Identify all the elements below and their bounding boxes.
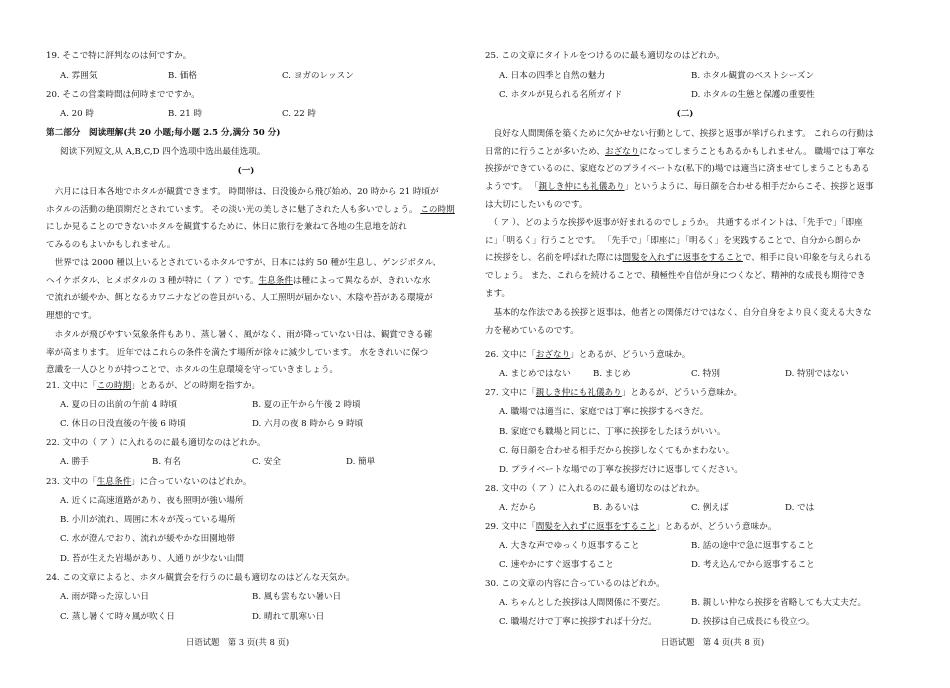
question-23-option-c: C. 水が澄んでおり、流れが緩やかな田園地帯 — [60, 534, 236, 544]
passage-text-line: ようです。 「親しき仲にも礼儀あり」というように、毎日顔を合わせる相手だからこそ、挨拶と返事 — [485, 182, 874, 193]
page-footer-3: 日语试题 第 3 页(共 8 页) — [185, 637, 290, 647]
question-19-option-c: C. ヨガのレッスン — [282, 71, 354, 81]
question-20-option-c: C. 22 時 — [282, 109, 316, 119]
question-30-option-b: B. 親しい仲なら挨拶を省略しても大丈夫だ。 — [691, 598, 867, 608]
question-22-stem: 22. 文中の（ ア ）に入れるのに最も適切なのはどれか。 — [46, 438, 266, 448]
question-29-option-b: B. 話の途中で急に返事すること — [691, 541, 815, 551]
question-26-option-a: A. まじめではない — [499, 369, 571, 379]
passage-text-line: 基本的な作法である挨拶と返事は、他者との関係だけではなく、自分自身をより良く変える大きな — [485, 308, 872, 318]
exam-page-4 — [475, 0, 950, 688]
passage-text-line: 力を秘めているのです。 — [485, 325, 579, 336]
passage-text-line: でしょう。 また、これらを続けることで、積極性や自信が身につくなど、精神的な成長も期待でき — [485, 271, 866, 282]
passage-text-line: 率が高まります。 近年ではこれらの条件を満たす場所が徐々に減少しています。 水をきれいに保つ — [46, 347, 429, 358]
passage-text-line: ホタルが飛びやすい気象条件もあり、蒸し暑く、風がなく、雨が降っていない日は、観賞できる確 — [46, 330, 433, 340]
passage-text-line: に挨拶をし、名前を呼ばれた際には間髪を入れずに返事をすることで、相手に良い印象を与えられる — [485, 253, 872, 264]
underlined-term-proverb: 親しき仲にも礼儀あり — [538, 182, 625, 193]
question-22-option-d: D. 簡単 — [346, 457, 376, 467]
question-25-stem: 25. この文章にタイトルをつけるのに最も適切なのはどれか。 — [485, 51, 725, 61]
passage-text-line: 日常的に行うことが多いため、おざなりになってしまうこともあるかもしれません。 職場では丁寧な — [485, 146, 875, 157]
question-27-option-d: D. プライベートな場での丁寧な挨拶だけに返事してください。 — [499, 465, 743, 475]
question-21-option-a: A. 夏の日の出前の午前 4 時頃 — [60, 400, 178, 410]
passage-2-marker: (二) — [676, 109, 694, 119]
question-23-stem: 23. 文中の「生息条件」に合っていないのはどれか。 — [46, 477, 252, 487]
question-25-option-b: B. ホタル観賞のベストシーズン — [691, 71, 815, 81]
passage-text-line: ヘイケボタル、ヒメボタルの 3 種が特に（ ア ）です。生息条件は種によって異なるが、きれいな水 — [46, 275, 431, 286]
question-30-stem: 30. この文章の内容に合っているのはどれか。 — [485, 579, 665, 589]
passage-text-line: 世界では 2000 種以上いるとされているホタルですが、日本には約 50 種が生息し、ゲンジボタル、 — [46, 258, 442, 268]
question-28-option-c: C. 例えば — [691, 503, 729, 513]
passage-1-paragraph-3 — [46, 327, 446, 380]
passage-text-line: 意識を一人ひとりが持つことで、ホタルの生息環境を守っていきましょう。 — [46, 365, 339, 376]
question-22-option-a: A. 勝手 — [60, 457, 89, 467]
question-30-option-d: D. 挨拶は自己成長にも役立つ。 — [691, 617, 815, 627]
underlined-term-habitat-conditions: 生息条件 — [258, 275, 293, 286]
question-28-option-d: D. では — [785, 503, 815, 513]
passage-text-line: にしか見ることのできないホタルを観賞するために、休日に旅行を兼ねて各地の生息地を訪れ — [46, 222, 407, 233]
question-27-option-a: A. 職場では適当に、家庭では丁寧に挨拶するべきだ。 — [499, 407, 709, 417]
passage-text-line: 挨拶ができているのに、家庭などのプライベートな(私下的)場では適当に済ませてしまうこともある — [485, 164, 870, 175]
passage-text-line: で流れが緩やか、餌となるカワニナなどの巻貝がいる、人工照明が届かない、木陰や苔がある環境が — [46, 293, 433, 304]
question-26-option-b: B. まじめ — [593, 369, 631, 379]
question-21-stem: 21. 文中に「この時期」とあるが、どの時期を指すか。 — [46, 381, 261, 391]
question-29-option-d: D. 考え込んでから返事すること — [691, 560, 815, 570]
question-28-option-b: B. あるいは — [593, 503, 640, 513]
question-25-option-d: D. ホタルの生態と保護の重要性 — [691, 90, 815, 100]
question-29-option-c: C. 速やかにすぐ返事すること — [499, 560, 614, 570]
question-26-option-c: C. 特別 — [691, 369, 720, 379]
page-footer-4: 日语试题 第 4 页(共 8 页) — [660, 637, 765, 647]
question-24-stem: 24. この文章によると、ホタル観賞会を行うのに最も適切なのはどんな天気か。 — [46, 573, 355, 583]
question-26-stem: 26. 文中に「おざなり」とあるが、どういう意味か。 — [485, 350, 691, 360]
question-25-option-a: A. 日本の四季と自然の魅力 — [499, 71, 606, 81]
passage-text-line: 理想的です。 — [46, 310, 97, 321]
question-29-option-a: A. 大きな声でゆっくり返事すること — [499, 541, 640, 551]
passage-text-line: てみるのもよいかもしれません。 — [46, 239, 176, 250]
question-23-option-a: A. 近くに高速道路があり、夜も照明が強い場所 — [60, 496, 244, 506]
passage-2-paragraph-1 — [485, 126, 885, 215]
underlined-term-ozanari: おざなり — [604, 146, 640, 157]
passage-text-line: に」「明るく」行うことです。 「先手で」「即座に」「明るく」を実践することで、自分から朗らか — [485, 235, 861, 246]
question-28-option-a: A. だから — [499, 503, 537, 513]
passage-2-paragraph-2 — [485, 215, 885, 304]
question-19-option-a: A. 雰囲気 — [60, 71, 98, 81]
section-header: 第二部分 阅读理解(共 20 小题;每小题 2.5 分,满分 50 分) — [46, 128, 281, 138]
question-20-stem: 20. そこの営業時間は何時までですか。 — [46, 90, 200, 100]
question-19-stem: 19. そこで特に評判なのは何ですか。 — [46, 51, 192, 61]
question-21-option-c: C. 休日の日没直後の午後 6 時頃 — [60, 419, 186, 429]
question-19-option-b: B. 価格 — [168, 71, 197, 81]
question-29-stem: 29. 文中に「間髪を入れずに返事をすること」とあるが、どういう意味か。 — [485, 522, 777, 532]
question-24-option-d: D. 晴れて肌寒い日 — [252, 612, 325, 622]
question-27-option-b: B. 家庭でも職場と同じに、丁寧に挨拶をしたほうがいい。 — [499, 427, 726, 437]
question-23-option-d: D. 苔が生えた岩場があり、人通りが少ない山間 — [60, 554, 244, 564]
question-25-option-c: C. ホタルが見られる名所ガイド — [499, 90, 623, 100]
passage-text-line: ホタルの活動の絶頂期だとされています。 その淡い光の美しさに魅了された人も多いでしょう。 この時期 — [46, 204, 455, 215]
question-24-option-c: C. 蒸し暑くて時々風が吹く日 — [60, 612, 175, 622]
passage-text-line: 六月には日本各地でホタルが観賞できます。 時間帯は、日没後から飛び始め、20 時から 21 時頃が — [46, 187, 439, 197]
passage-text-line: 良好な人間関係を築くために欠かせない行動として、挨拶と返事が挙げられます。 これらの行動は — [485, 129, 874, 139]
passage-1-paragraph-1 — [46, 184, 455, 254]
passage-text-line: ます。 — [485, 288, 511, 299]
question-26-option-d: D. 特別ではない — [785, 369, 849, 379]
question-28-stem: 28. 文中の（ ア ）に入れるのに最も適切なのはどれか。 — [485, 484, 705, 494]
question-21-option-d: D. 六月の夜 8 時から 9 時頃 — [252, 419, 364, 429]
underlined-term-immediate-reply: 間髪を入れずに返事をすること — [622, 253, 743, 264]
passage-2-paragraph-3 — [485, 305, 885, 340]
question-27-option-c: C. 毎日顔を合わせる相手だから挨拶しなくてもかまわない。 — [499, 446, 735, 456]
question-23-option-b: B. 小川が流れ、周囲に木々が茂っている場所 — [60, 515, 236, 525]
question-27-stem: 27. 文中に「親しき仲にも礼儀あり」とあるが、どういう意味か。 — [485, 388, 743, 398]
passage-text-line: は大切にしたいものです。 — [485, 199, 588, 210]
passage-text-line: （ ア ）、どのような挨拶や返事が好まれるのでしょうか。 共通するポイントは、「先手で」「即座 — [485, 218, 863, 228]
question-20-option-b: B. 21 時 — [168, 109, 203, 119]
passage-1-marker: (一) — [237, 166, 255, 176]
question-30-option-a: A. ちゃんとした挨拶は人間関係に不要だ。 — [499, 598, 666, 608]
underlined-term-this-period: この時期 — [420, 204, 455, 215]
question-24-option-a: A. 雨が降った涼しい日 — [60, 592, 150, 602]
question-21-option-b: B. 夏の正午から午後 2 時頃 — [252, 400, 361, 410]
section-instruction: 阅读下列短文,从 A,B,C,D 四个选项中选出最佳选项。 — [60, 147, 266, 157]
question-22-option-b: B. 有名 — [152, 457, 181, 467]
question-22-option-c: C. 安全 — [252, 457, 281, 467]
passage-1-paragraph-2 — [46, 255, 446, 325]
question-30-option-c: C. 職場だけで丁寧に挨拶すれば十分だ。 — [499, 617, 657, 627]
question-20-option-a: A. 20 時 — [60, 109, 94, 119]
question-24-option-b: B. 風も雲もない暑い日 — [252, 592, 342, 602]
